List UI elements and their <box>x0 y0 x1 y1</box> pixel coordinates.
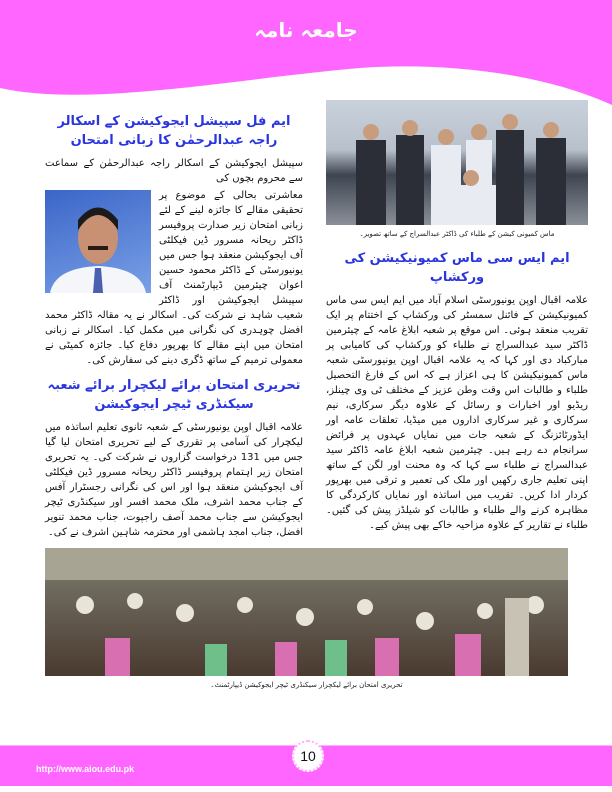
article3-heading: ایم ایس سی ماس کمیونیکیشن کی ورکشاپ <box>344 251 570 285</box>
photo-exam-hall <box>45 548 568 676</box>
article1-intro: سپیشل ایجوکیشن کے اسکالر راجہ عبدالرحمٰن کے سماعت سے محروم بچوں کی <box>45 158 303 184</box>
article3-body: علامہ اقبال اوپن یونیورسٹی اسلام آباد میں ایم ایس سی ماس کمیونیکیشن کے فائنل سمسٹر کی ورکشاپ کے اختتام پر ایک تقریب منعقد ہوئی۔ اس موقع پر شعبہ ابلاغ عامہ کے چیئرمین ڈاکٹر سید عبدالسراج نے طلباء کو ورکشاپ کی کامیابی پر مبارکباد دی اور کہا کہ یہ علامہ اقبال اوپن یونیورسٹی شعبہ ماس کمیونیکیشن کا ہی اعزاز ہے کہ اس کے فارغ التحصیل طلباء و طالبات اس وقت وطن عزیز کے مختلف ٹی وی چینلز، ریڈیو اور اخبارات و رسائل کے علاوہ دیگر سرکاری، نیم سرکاری و غیر سرکاری اداروں میں میڈیا، تعلقات عامہ اور ایڈورٹائزنگ کے شعبہ جات میں نمایاں عہدوں پر فرائض سرانجام دے رہے ہیں۔ چیئرمین شعبہ ابلاغ عامہ ڈاکٹر سید عبدالسراج نے طلباء سے کہا کہ وہ محنت اور لگن کے ساتھ اپنی تعلیم جاری رکھیں اور ملک کی تعمیر و ترقی میں بھرپور کردار ادا کریں۔ تقریب میں اساتذہ اور نمایاں کارکردگی کا مظاہرہ کرنے والے طلباء و طالبات کو شیلڈز پیش کی گئیں۔ طلباء نے تقاریر کے علاوہ مزاحیہ خاکے بھی پیش کیے۔ <box>326 295 588 531</box>
photo-mass-comm-students <box>326 100 588 225</box>
header-wave <box>0 0 612 110</box>
article1-heading: ایم فل سپیشل ایجوکیشن کے اسکالر راجہ عبدالرحمٰن کا زبانی امتحان <box>57 114 291 148</box>
photo2-caption: تحریری امتحان برائے لیکچرار سیکنڈری ٹیچر ایجوکیشن ڈیپارٹمنٹ۔ <box>210 681 403 689</box>
page-number: 10 <box>292 740 324 772</box>
header-banner <box>0 0 612 100</box>
article2-heading: تحریری امتحان برائے لیکچرار برائے شعبہ سیکنڈری ٹیچر ایجوکیشن <box>47 378 301 412</box>
content-columns <box>0 100 612 548</box>
footer-bar <box>0 745 612 786</box>
left-column <box>45 100 303 548</box>
photo1-caption: ماس کمیونی کیشن کے طلباء کی ڈاکٹر عبدالسراج کے ساتھ تصویر۔ <box>359 230 555 238</box>
article1-body: معاشرتی بحالی کے موضوع پر تحقیقی مقالے کا جائزہ لینے کے لئے زبانی امتحان زیر صدارت پروفیسر ڈاکٹر ریحانہ مسرور ڈین فیکلٹی آف ایجوکیشن منعقد ہوا جس میں یونیورسٹی کے ڈاکٹر محمود حسین اعوان چیئرمین ڈیپارٹمنٹ آف سپیشل ایجوکیشن اور ڈاکٹر شعیب شاہد نے شرکت کی۔ اسکالر نے یہ مقالہ ڈاکٹر محمد افضل <box>45 190 303 336</box>
portrait-photo <box>45 190 151 293</box>
right-column <box>326 100 588 541</box>
photo2-block <box>45 548 568 700</box>
article1-conclusion: چوہدری کی نگرانی میں مکمل کیا۔ اسکالر نے زبانی امتحان میں اپنے مقالے کا بھرپور دفاع کیا۔ جائزہ کمیٹی نے معمولی ترمیم کے ساتھ ڈگری دینے کی سفارش کی۔ <box>45 325 303 366</box>
article2-body: علامہ اقبال اوپن یونیورسٹی کے شعبہ ثانوی تعلیم اساتذہ میں لیکچرار کی آسامی پر تقرری کے لیے تحریری امتحان لیا گیا جس میں 131 درخواست گزاروں نے شرکت کی۔ یہ تحریری امتحان زیر اہتمام پروفیسر ڈاکٹر ریحانہ مسرور ڈین فیکلٹی آف ایجوکیشن منعقد ہوا اور اس کی نگرانی رجسٹرار آفس کے جناب محمد اشرف، ملک محمد افسر اور سیکنڈری ٹیچر ایجوکیشن سے جناب محمد آصف راجپوت، جناب محمد تنویر افضل، جناب امجد ہاشمی اور محترمہ شاہین اشرف نے کی۔ <box>45 422 303 538</box>
website-link[interactable]: http://www.aiou.edu.pk <box>36 764 135 774</box>
header-title: جامعہ نامہ <box>254 18 358 42</box>
article1-text <box>45 188 303 368</box>
